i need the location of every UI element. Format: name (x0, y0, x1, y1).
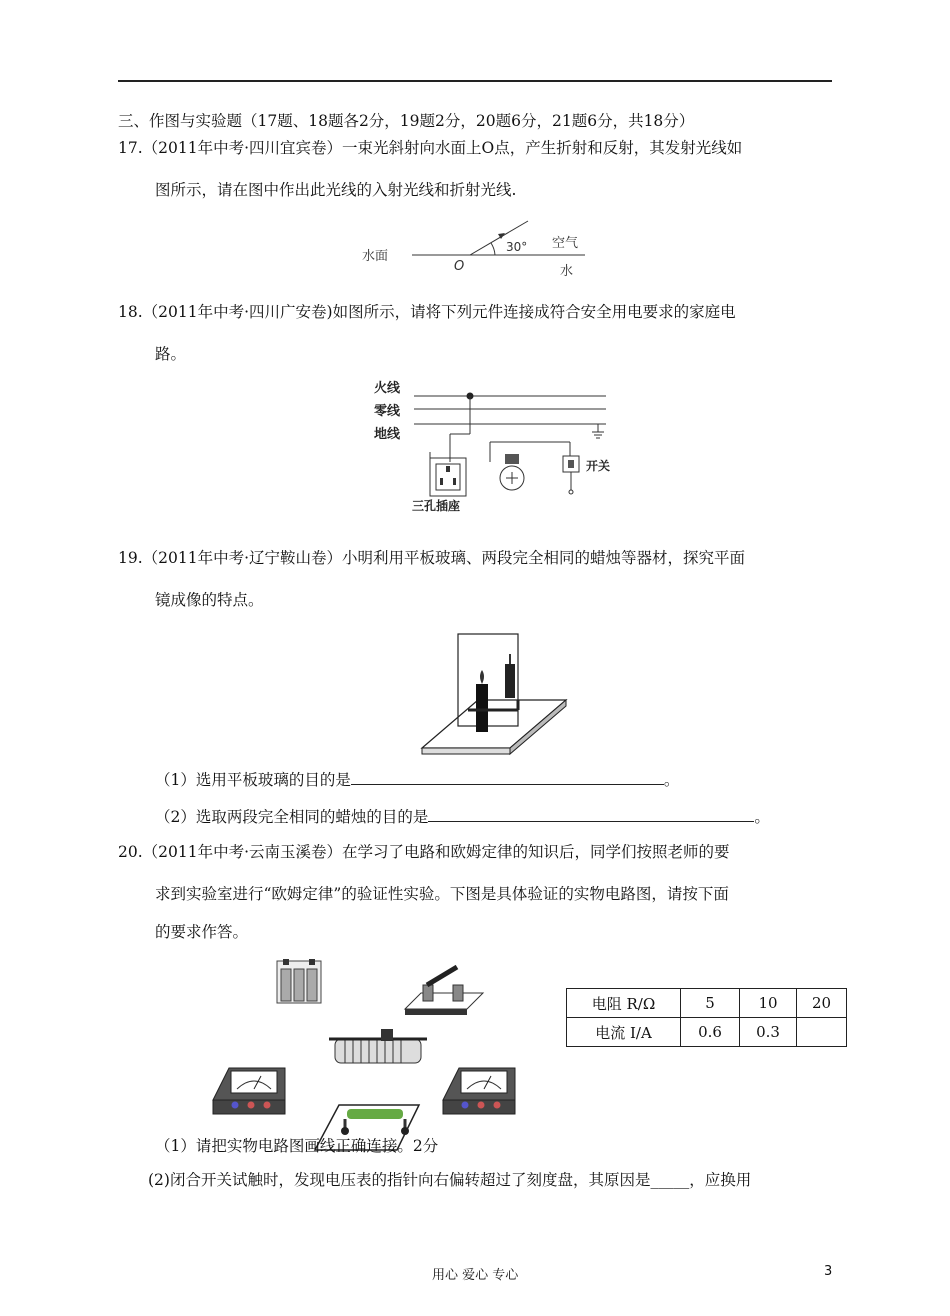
footer-slogan: 用心 爱心 专心 (432, 1268, 519, 1283)
voltmeter-icon (213, 1068, 285, 1114)
label-live-wire: 火线 (374, 381, 401, 396)
rheostat-icon (329, 1029, 427, 1063)
q19-sub1: （1）选用平板玻璃的目的是 (155, 771, 351, 789)
candle (476, 684, 488, 732)
q20-line2: 求到实验室进行“欧姆定律”的验证性实验。下图是具体验证的实物电路图，请按下面 (155, 885, 729, 903)
flame-icon (480, 670, 484, 684)
knife-switch-icon (405, 967, 483, 1015)
q20-sub2: (2)闭合开关试触时，发现电压表的指针向右偏转超过了刻度盘，其原因是_____，应换用 (148, 1171, 752, 1189)
q20-sub1: （1）请把实物电路图画线正确连接。2分 (155, 1137, 439, 1155)
battery-icon (277, 959, 321, 1003)
bulb-holder (505, 454, 519, 464)
label-water: 水 (560, 264, 574, 279)
label-water-surface: 水面 (362, 249, 389, 264)
q19-answer2-blank[interactable] (428, 807, 754, 822)
table-cell: 5 (681, 989, 740, 1018)
refraction-figure (360, 215, 600, 285)
q18-line2: 路。 (155, 345, 187, 363)
label-point-o: O (454, 259, 465, 274)
label-air: 空气 (552, 236, 579, 251)
table-cell: 0.3 (740, 1018, 797, 1047)
ohm-law-circuit-figure (205, 955, 535, 1155)
household-circuit-figure (370, 372, 620, 514)
q19-line1: 19.（2011年中考·辽宁鞍山卷）小明利用平板玻璃、两段完全相同的蜡烛等器材，探究平面 (118, 549, 746, 567)
section-header: 三、作图与实验题（17题、18题各2分，19题2分，20题6分，21题6分，共18分） (118, 112, 695, 130)
q19-sub2-end: 。 (754, 808, 770, 826)
label-angle: 30° (506, 240, 528, 254)
q17-line2: 图所示，请在图中作出此光线的入射光线和折射光线. (155, 181, 517, 199)
candle-image (505, 664, 515, 698)
table-cell: 10 (740, 989, 797, 1018)
table-cell (797, 1018, 847, 1047)
header-rule (118, 80, 832, 82)
label-neutral-wire: 零线 (374, 404, 401, 419)
q19-sub2: （2）选取两段完全相同的蜡烛的目的是 (155, 808, 429, 826)
label-switch: 开关 (586, 459, 611, 473)
data-table (566, 988, 847, 1047)
q19-answer1-blank[interactable] (351, 770, 664, 785)
table-row (567, 989, 847, 1018)
table-cell: 0.6 (681, 1018, 740, 1047)
q20-line3: 的要求作答。 (155, 923, 249, 941)
table-cell: 电阻 R/Ω (567, 989, 681, 1018)
q19-sub1-wrap (155, 770, 679, 790)
table-cell: 电流 I/A (567, 1018, 681, 1047)
label-ground-wire: 地线 (374, 427, 401, 442)
plane-mirror-figure (420, 630, 570, 758)
q19-sub1-end: 。 (663, 771, 680, 789)
angle-arc (491, 243, 495, 255)
label-socket: 三孔插座 (412, 499, 461, 513)
table-row (567, 1018, 847, 1047)
page-number: 3 (824, 1264, 833, 1279)
q19-line2: 镜成像的特点。 (155, 591, 264, 609)
q19-sub2-wrap (155, 807, 770, 827)
q20-line1: 20.（2011年中考·云南玉溪卷）在学习了电路和欧姆定律的知识后，同学们按照老师的要 (118, 843, 730, 861)
q18-line1: 18.（2011年中考·四川广安卷)如图所示，请将下列元件连接成符合安全用电要求的家庭电 (118, 303, 736, 321)
table-cell: 20 (797, 989, 847, 1018)
ammeter-icon (443, 1068, 515, 1114)
q17-line1: 17.（2011年中考·四川宜宾卷）一束光斜射向水面上O点，产生折射和反射，其发射光线如 (118, 139, 743, 157)
